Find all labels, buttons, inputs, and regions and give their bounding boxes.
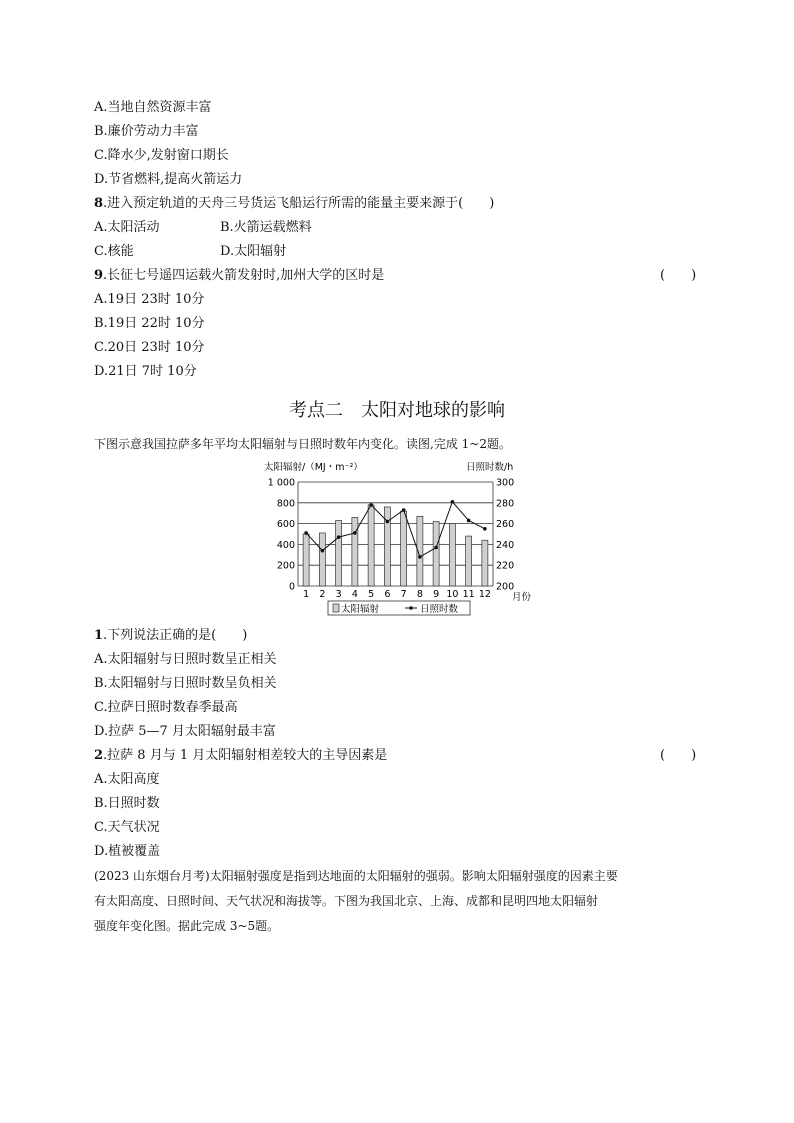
- sunshine-point: [369, 503, 373, 507]
- x-tick-label: 1: [303, 589, 310, 600]
- question-number: 9: [94, 268, 104, 283]
- sunshine-point: [386, 520, 390, 524]
- left-tick-label: 400: [276, 539, 295, 551]
- left-ticks: [268, 478, 295, 593]
- right-tick-label: 220: [496, 560, 515, 572]
- sunshine-point: [353, 531, 357, 535]
- right-tick-label: 280: [496, 498, 515, 510]
- radiation-bar: [303, 534, 309, 586]
- left-tick-label: 200: [276, 560, 295, 572]
- left-tick-label: 0: [288, 581, 295, 593]
- sunshine-polyline: [306, 502, 485, 557]
- passage-line-3: 强度年变化图。据此完成 3~5题。: [94, 919, 280, 933]
- question-8-option-a: A.太阳活动: [94, 220, 160, 235]
- x-tick-label: 4: [351, 589, 358, 600]
- radiation-bars: [303, 505, 488, 586]
- question-number: 2: [94, 748, 104, 763]
- section-title: 考点二 太阳对地球的影响: [289, 400, 505, 421]
- question-8-option-d: D.太阳辐射: [220, 244, 287, 259]
- right-tick-label: 300: [496, 477, 515, 489]
- sunshine-point: [434, 546, 438, 550]
- radiation-bar: [319, 533, 325, 586]
- x-tick-label: 5: [368, 589, 375, 600]
- chart-grid: [298, 482, 493, 586]
- question-2-option-a: A.太阳高度: [94, 772, 160, 787]
- left-axis-label: 太阳辐射/（MJ・m⁻²）: [264, 462, 363, 473]
- radiation-bar: [466, 536, 472, 586]
- x-ticks: [303, 589, 491, 600]
- passage-line-2: 有太阳高度、日照时间、天气状况和海拔等。下图为我国北京、上海、成都和昆明四地太阳辐射: [94, 894, 599, 908]
- x-tick-label: 3: [335, 589, 342, 600]
- question-9: [94, 267, 384, 285]
- right-axis-label: 日照时数/h: [466, 462, 514, 473]
- right-tick-label: 240: [496, 539, 515, 551]
- question-8-option-b: B.火箭运载燃料: [220, 220, 312, 235]
- answer-parentheses: ( ): [660, 268, 697, 283]
- x-tick-label: 6: [384, 589, 391, 600]
- radiation-bar: [482, 540, 488, 586]
- left-tick-label: 800: [276, 498, 295, 510]
- x-tick-label: 9: [433, 589, 440, 600]
- radiation-bar: [352, 517, 358, 586]
- question-2: [94, 747, 387, 765]
- question-2-option-c: C.天气状况: [94, 820, 160, 835]
- x-tick-label: 10: [446, 589, 459, 600]
- radiation-bar: [449, 524, 455, 586]
- sunshine-line: [304, 500, 486, 559]
- legend-line-marker: [409, 606, 413, 610]
- question-2-option-d: D.植被覆盖: [94, 844, 161, 859]
- right-tick-label: 200: [496, 581, 515, 593]
- right-ticks: [496, 478, 514, 593]
- x-tick-label: 8: [416, 589, 423, 600]
- radiation-bar: [433, 522, 439, 586]
- question-text: .进入预定轨道的天舟三号货运飞船运行所需的能量主要来源于( ): [103, 196, 495, 211]
- question-9-option-c: C.20日 23时 10分: [94, 340, 205, 355]
- right-tick-label: 260: [496, 519, 515, 531]
- question-number: 1: [94, 628, 104, 643]
- question-1-option-d: D.拉萨 5—7 月太阳辐射最丰富: [94, 724, 276, 739]
- passage-line-1: (2023 山东烟台月考)太阳辐射强度是指到达地面的太阳辐射的强弱。影响太阳辐射强度的因素主要: [94, 869, 618, 883]
- question-text: .拉萨 8 月与 1 月太阳辐射相差较大的主导因素是: [103, 748, 388, 763]
- sunshine-point: [337, 535, 341, 539]
- sunshine-point: [451, 500, 455, 504]
- legend-bar-label: 太阳辐射: [341, 604, 380, 615]
- x-unit-label: 月份: [512, 592, 532, 603]
- question-9-option-b: B.19日 22时 10分: [94, 316, 205, 331]
- x-tick-label: 2: [319, 589, 326, 600]
- legend-line-label: 日照时数: [420, 604, 459, 615]
- sunshine-point: [304, 531, 308, 535]
- question-9-option-d: D.21日 7时 10分: [94, 364, 197, 379]
- x-tick-label: 11: [462, 589, 475, 600]
- question-number: 8: [94, 196, 104, 211]
- prev-option-b: B.廉价劳动力丰富: [94, 124, 199, 139]
- question-1-option-b: B.太阳辐射与日照时数呈负相关: [94, 676, 277, 691]
- chart-svg: [260, 458, 535, 618]
- question-8: [94, 195, 494, 213]
- radiation-bar: [401, 511, 407, 586]
- question-1-option-a: A.太阳辐射与日照时数呈正相关: [94, 652, 277, 667]
- question-text: .下列说法正确的是( ): [103, 628, 248, 643]
- x-tick-label: 12: [478, 589, 491, 600]
- question-2-option-b: B.日照时数: [94, 796, 160, 811]
- question-text: .长征七号遥四运载火箭发射时,加州大学的区时是: [103, 268, 385, 283]
- left-tick-label: 1 000: [267, 477, 295, 489]
- lhasa-chart: [260, 458, 535, 618]
- legend-bar-swatch: [333, 604, 339, 612]
- chart-intro: 下图示意我国拉萨多年平均太阳辐射与日照时数年内变化。读图,完成 1~2题。: [94, 437, 511, 451]
- radiation-bar: [336, 520, 342, 586]
- prev-option-d: D.节省燃料,提高火箭运力: [94, 172, 243, 187]
- radiation-bar: [368, 505, 374, 586]
- sunshine-point: [402, 508, 406, 512]
- x-tick-label: 7: [400, 589, 407, 600]
- left-tick-label: 600: [276, 519, 295, 531]
- sunshine-point: [418, 555, 422, 559]
- prev-option-c: C.降水少,发射窗口期长: [94, 148, 229, 163]
- answer-parentheses: ( ): [660, 748, 697, 763]
- question-1-option-c: C.拉萨日照时数春季最高: [94, 700, 238, 715]
- question-1: [94, 627, 247, 645]
- prev-option-a: A.当地自然资源丰富: [94, 100, 212, 115]
- question-9-option-a: A.19日 23时 10分: [94, 292, 205, 307]
- question-8-option-c: C.核能: [94, 244, 134, 259]
- sunshine-point: [321, 549, 325, 553]
- sunshine-point: [467, 519, 471, 523]
- sunshine-point: [483, 527, 487, 531]
- chart-legend: [328, 601, 470, 615]
